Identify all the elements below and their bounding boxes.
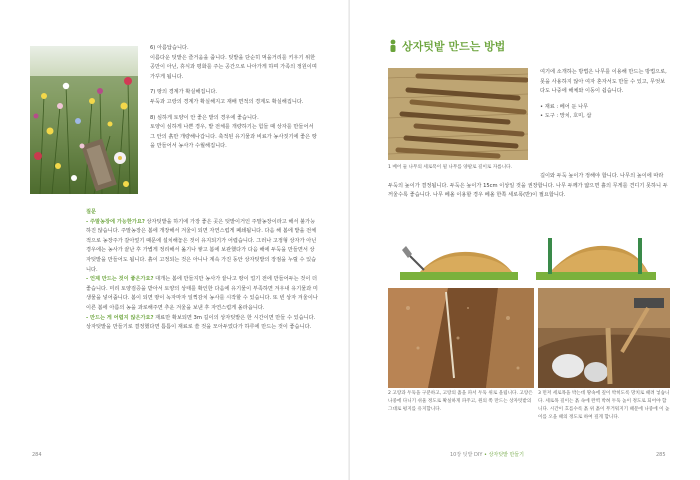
mound-diagram-2 xyxy=(536,234,656,280)
caption-3-text: 3 먼저 세로목을 박는데 땅속에 깊이 박히도록 망치로 때려 넣습니다. 세로목 길이는 흙 속에 완벽 박혀 두둑 높이 정도로 되어야 합니다. 시간이 흐를수록 흙 위 흙이 무거워지기 때문에 나중에 이 높이를 오을 때의 정도로 하여 깊게 합니다. xyxy=(538,391,670,420)
section-title-text: 상자텃밭 만드는 방법 xyxy=(402,40,506,53)
wildflower-illustration xyxy=(30,46,138,194)
qa-answer-2: 대개는 봄에 만들지만 농사가 끝나고 땅이 얼기 전에 만들어두는 것이 더 좋습니다. 미리 토양검증을 받아서 토양의 상태를 확인한 다음에 유기물이 부족하면 겨우내 유기물과 미생물을 넣어줍니다. 봄이 되면 땅이 녹자마자 일찍감치 농사를 시작할 수 있습니다. 또 빈 상자 겨울이나 이른 봄에 아름의 농을 과로해주면 추운 겨울을 보낸 후 자연스럽게 올라옵니다. xyxy=(86,276,318,311)
person-icon xyxy=(388,39,398,53)
qa-question-2: - 언제 만드는 것이 좋은가요? xyxy=(86,276,154,283)
qa-answer-3: 재료만 확보되면 3m 길이의 상자텃밭은 한 시간이면 만들 수 있습니다. 상자텃밭을 만들기로 결정했다면 틈틈이 재료로 쓸 것을 모아두었다가 하루에 만드는 것이 좋습니다. xyxy=(86,314,316,331)
section-title xyxy=(388,38,505,54)
benefit-7-body: 두둑과 고랑의 경계가 확실해지고 재배 면적의 경계도 확실해집니다. xyxy=(150,98,304,105)
height-paragraph: 길이와 두둑 높이가 정해야 합니다. 나무의 높이에 따라 두둑의 높이가 결정됩니다. 두둑은 높이가 15cm 이상일 것을 권장합니다. 나무 두께가 얇으면 흙의 무게를 견디기 못하니 두꺼울수록 좋습니다. 나무 베올 이용할 경우 베올 한쪽 세로폭(반)이 필요합니다. xyxy=(388,173,668,199)
caption-1-text: 1 베어 둘 나무의 세로폭이 될 나무를 양팔로 길이로 자릅니다. xyxy=(388,165,513,170)
caption-2-text: 2 고랑과 두둑을 구분하고, 고랑의 흙을 파서 두둑 위로 올립니다. 고랑은 나중에 다니기 쉬울 정도로 확실하게 파주고, 원의 쪽 만드는 상자텃밭의 그대로 평지를 유지합니다. xyxy=(388,391,533,412)
shovel-icon xyxy=(402,246,424,270)
qa-section xyxy=(86,208,318,333)
qa-question-3: - 만드는 게 어렵지 않은가요? xyxy=(86,314,154,321)
benefit-8-head: 8) 심하게 토양이 안 좋은 밭의 경우에 좋습니다. xyxy=(150,114,259,121)
qa-answer-1: 상자텃밭을 하기에 가장 좋은 곳은 텃밭이거인 주말농장이라고 해서 불가능하진 않습니다. 주말농장은 봄에 개장해서 겨울이 되면 자연스럽게 폐쇄됩니다. 다음 해 봄에 밭을 전체적으로 농장주가 갈아엎기 때문에 설치해놓은 것이 유지되기가 어렵습니다. 그러나 고정형 상자가 아닌 경우에는 농사가 끝난 후 가볍게 정리해서 옮기나 쌓고 봄에 보관했다가 다음 해에 두둑을 만들면서 상자텃밭을 만들어도 됩니다. 흙이 고정되는 것은 아니나 계속 가진 동안 상자텃밭의 장점을 누릴 수 있습니다. xyxy=(86,218,317,273)
caption-2 xyxy=(388,390,536,414)
intro-benefits xyxy=(150,44,318,152)
material-line: • 재료 : 베어 둔 나무 xyxy=(540,103,589,110)
hammering-photo xyxy=(538,288,670,388)
benefit-7-head: 7) 땅의 경계가 확실해집니다. xyxy=(150,89,218,96)
logs-photo xyxy=(388,68,528,160)
caption-3 xyxy=(538,390,670,422)
page-number-right: 285 xyxy=(656,452,666,458)
page-number-left: 284 xyxy=(32,452,42,458)
mound-diagram-1 xyxy=(400,236,518,280)
intro-text xyxy=(540,68,668,122)
footer-separator: • xyxy=(484,452,487,458)
benefit-8-body: 토양이 심하게 나쁜 경우, 밭 전체를 개량하기는 힘들 때 상자를 만들어서 그 안의 흙만 개량해나갑니다. 축적된 유기물과 비료가 농사짓기에 좋은 땅을 만들어서 농사가 수월해집니다. xyxy=(150,124,317,150)
tool-line: • 도구 : 망치, 호미, 삽 xyxy=(540,113,592,120)
height-text xyxy=(388,172,668,201)
footer-section: 상자텃밭 만들기 xyxy=(488,452,524,458)
caption-1 xyxy=(388,164,530,172)
right-page xyxy=(350,0,700,480)
running-footer xyxy=(450,451,524,458)
qa-question-1: - 주말농장에 가능한가요? xyxy=(86,218,145,225)
benefit-6-body: 이름다운 텃밭은 즐거움을 줍니다. 텃밭을 단순히 먹을거리를 키우기 위한 공만이 아닌, 휴식과 평화를 주는 공간으로 나아가게 하며 가족의 정원이며 가꾸게 됩니다. xyxy=(150,54,317,80)
logs-illustration xyxy=(388,68,528,160)
qa-label: 질문 xyxy=(86,209,97,215)
intro-paragraph: 여기에 소개하는 방법은 나무를 이용해 만드는 방법으로, 못을 사용하지 않아 여자 혼자서도 만들 수 있고, 무엇보다도 나중에 해체와 이동이 쉽습니다. xyxy=(540,69,667,95)
wildflower-photo xyxy=(30,46,138,194)
benefit-6-head: 6) 아름답습니다. xyxy=(150,45,189,51)
trench-photo xyxy=(388,288,534,388)
footer-chapter: 10장 텃밭 DIY xyxy=(450,452,483,458)
